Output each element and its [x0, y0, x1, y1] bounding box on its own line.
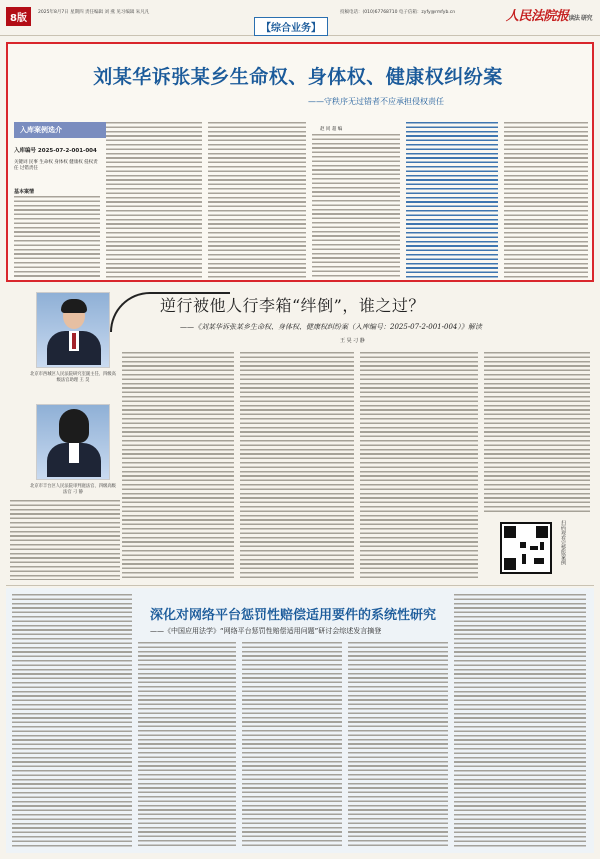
- qr-code[interactable]: [500, 522, 552, 574]
- body-text-column: [106, 122, 202, 278]
- article-2-author: 王 昊 刁 静: [340, 338, 365, 344]
- article-3-subtitle: ——《中国应用法学》“网络平台惩罚性赔偿适用问题”研讨会综述发言摘登: [150, 627, 382, 635]
- body-text-column: [312, 134, 400, 278]
- body-text-column: [208, 122, 306, 278]
- body-text-column: [138, 642, 236, 848]
- article-2-title: 逆行被他人行李箱“绊倒”，谁之过？: [160, 296, 425, 315]
- author-photo-caption: 北京市丰台区人民法院审判庭法官、四级高级法官 刁 静: [30, 484, 116, 495]
- body-text-column: [484, 352, 590, 512]
- basic-facts-heading: 基本案情: [14, 189, 35, 195]
- body-text-column: [360, 352, 478, 580]
- body-text-column: [406, 122, 498, 278]
- body-text-column: [14, 196, 100, 278]
- section-divider: [6, 585, 594, 586]
- article-1-author: 赵 同 超 编: [320, 127, 343, 132]
- body-text-column: [242, 642, 342, 848]
- author-photo: [36, 292, 110, 368]
- author-photo-caption: 北京市西城区人民法院研究室副主任、四级高级法官助理 王 昊: [30, 372, 116, 383]
- article-2-subtitle: ——《刘某华诉张某乡生命权、身体权、健康权纠纷案（入库编号：2025-07-2-001-004）》解读: [180, 323, 482, 331]
- page-number: 8版: [6, 7, 31, 26]
- body-text-column: [504, 122, 588, 278]
- case-number: 入库编号 2025-07-2-001-004: [14, 148, 97, 154]
- body-text-column: [454, 594, 586, 848]
- article-1-box: [6, 42, 594, 282]
- contact-info: 投稿电话：(010)67768710 电子信箱：zyfy@rmfyb.cn: [340, 10, 456, 15]
- body-text-column: [122, 352, 234, 580]
- section-label: 【综合业务】: [254, 17, 328, 36]
- body-text-column: [12, 594, 132, 848]
- body-text-column: [10, 500, 120, 580]
- body-text-column: [348, 642, 448, 848]
- article-1-subtitle: ——守秩序无过错者不应承担侵权责任: [308, 97, 444, 106]
- issue-meta: 2025年8月7日 星期四 责任编辑 刘 燕 见习编辑 朱凡凡: [38, 10, 150, 15]
- newspaper-logo: 人民法院报读法 研究: [505, 9, 592, 24]
- article-1-title: 刘某华诉张某乡生命权、身体权、健康权纠纷案: [93, 66, 503, 88]
- qr-caption: 扫码观看完整版案例: [560, 520, 566, 565]
- author-photo: [36, 404, 110, 480]
- article-3-title: 深化对网络平台惩罚性赔偿适用要件的系统性研究: [150, 608, 437, 623]
- case-tag: 入库案例选介: [14, 122, 106, 138]
- body-text-column: [240, 352, 354, 580]
- keywords: 关键词 民事 生命权 身体权 健康权 侵权责任 过错责任: [14, 160, 98, 171]
